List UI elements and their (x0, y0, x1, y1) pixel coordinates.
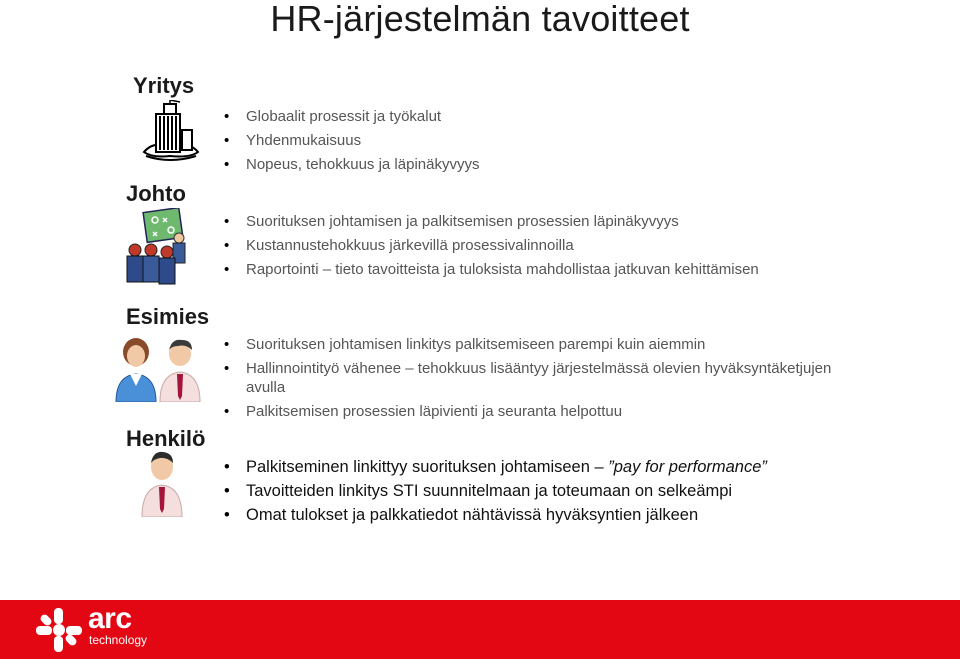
brand-tagline: technology (89, 633, 148, 647)
list-item: • Raportointi – tieto tavoitteista ja tuloksista mahdollistaa jatkuvan kehittämisen (220, 260, 820, 279)
emphasis-text: ”pay for performance” (608, 458, 767, 476)
bullet-list-yritys (220, 107, 900, 179)
page-title: HR-järjestelmän tavoitteet (270, 0, 690, 39)
list-item: • Globaalit prosessit ja työkalut (220, 107, 900, 126)
bullet-list-johto (220, 212, 820, 284)
list-item: • Suorituksen johtamisen linkitys palkitsemiseen parempi kuin aiemmin (220, 335, 840, 354)
list-item: • Tavoitteiden linkitys STI suunnitelmaan ja toteumaan on selkeämpi (220, 482, 880, 501)
list-item (220, 458, 880, 477)
company-building-icon (140, 100, 202, 164)
list-item: • Omat tulokset ja palkkatiedot nähtävissä hyväksyntien jälkeen (220, 506, 880, 525)
list-item: • Hallinnointityö vähenee – tehokkuus lisääntyy järjestelmässä olevien hyväksyntäketjujen avulla (220, 359, 840, 397)
management-meeting-icon (123, 208, 193, 290)
level-label-yritys: Yritys (133, 73, 195, 98)
list-item: • Palkitsemisen prosessien läpivienti ja seuranta helpottuu (220, 402, 840, 421)
bullet-list-esimies (220, 335, 840, 426)
supervisors-icon (108, 336, 208, 402)
employee-icon (138, 449, 188, 517)
bullet-list-henkilo (220, 458, 880, 530)
brand-name: arc (88, 602, 132, 635)
level-label-esimies: Esimies (126, 304, 210, 329)
footer-bar (0, 600, 960, 659)
list-item: • Kustannustehokkuus järkevillä prosessivalinnoilla (220, 236, 820, 255)
list-item: • Suorituksen johtamisen ja palkitsemisen prosessien läpinäkyvyys (220, 212, 820, 231)
list-item: • Yhdenmukaisuus (220, 131, 900, 150)
arc-logo-icon (34, 606, 84, 654)
level-label-johto: Johto (126, 181, 186, 206)
level-label-henkilo: Henkilö (126, 426, 206, 451)
list-item-text: Palkitseminen linkittyy suorituksen johtamiseen – (246, 458, 609, 476)
list-item: • Nopeus, tehokkuus ja läpinäkyvyys (220, 155, 900, 174)
